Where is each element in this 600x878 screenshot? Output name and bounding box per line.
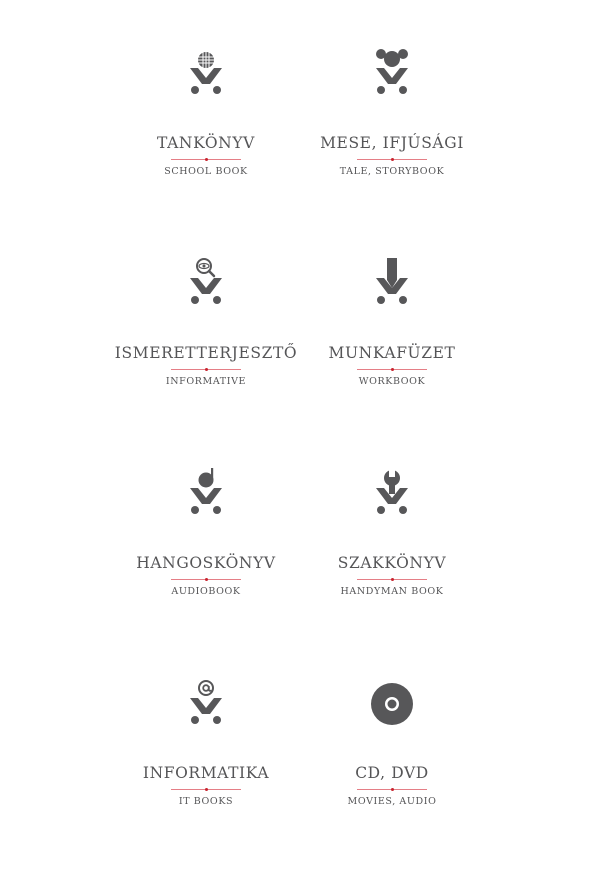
category-subtitle: TALE, STORYBOOK bbox=[339, 166, 445, 177]
category-title: ISMERETTERJESZTŐ bbox=[114, 344, 298, 362]
title-divider bbox=[171, 578, 241, 581]
wrench-icon bbox=[362, 468, 422, 528]
category-title: CD, DVD bbox=[355, 764, 429, 782]
disc-icon bbox=[362, 678, 422, 738]
at-sign-icon bbox=[176, 678, 236, 738]
category-subtitle: HANDYMAN BOOK bbox=[340, 586, 444, 597]
pencil-icon bbox=[362, 258, 422, 318]
category-munkafuzet[interactable] bbox=[272, 258, 512, 458]
title-divider bbox=[357, 368, 427, 371]
title-divider bbox=[357, 158, 427, 161]
title-divider bbox=[171, 788, 241, 791]
category-subtitle: IT BOOKS bbox=[178, 796, 234, 807]
magnifier-eye-icon bbox=[176, 258, 236, 318]
category-subtitle: INFORMATIVE bbox=[165, 376, 247, 387]
title-divider bbox=[171, 368, 241, 371]
category-subtitle: WORKBOOK bbox=[358, 376, 426, 387]
title-divider bbox=[171, 158, 241, 161]
category-title: MUNKAFÜZET bbox=[328, 344, 456, 362]
bear-ears-icon bbox=[362, 48, 422, 108]
category-subtitle: SCHOOL BOOK bbox=[164, 166, 248, 177]
category-cd-dvd[interactable] bbox=[272, 678, 512, 878]
title-divider bbox=[357, 578, 427, 581]
category-title: TANKÖNYV bbox=[157, 134, 255, 152]
category-title: INFORMATIKA bbox=[142, 764, 270, 782]
globe-icon bbox=[176, 48, 236, 108]
category-subtitle: MOVIES, AUDIO bbox=[347, 796, 437, 807]
category-szakkonyv[interactable] bbox=[272, 468, 512, 668]
category-title: HANGOSKÖNYV bbox=[136, 554, 276, 572]
title-divider bbox=[357, 788, 427, 791]
category-title: MESE, IFJÚSÁGI bbox=[320, 134, 464, 152]
category-subtitle: AUDIOBOOK bbox=[171, 586, 241, 597]
category-title: SZAKKÖNYV bbox=[337, 554, 447, 572]
category-mese-ifjusagi[interactable] bbox=[272, 48, 512, 248]
music-note-icon bbox=[176, 468, 236, 528]
